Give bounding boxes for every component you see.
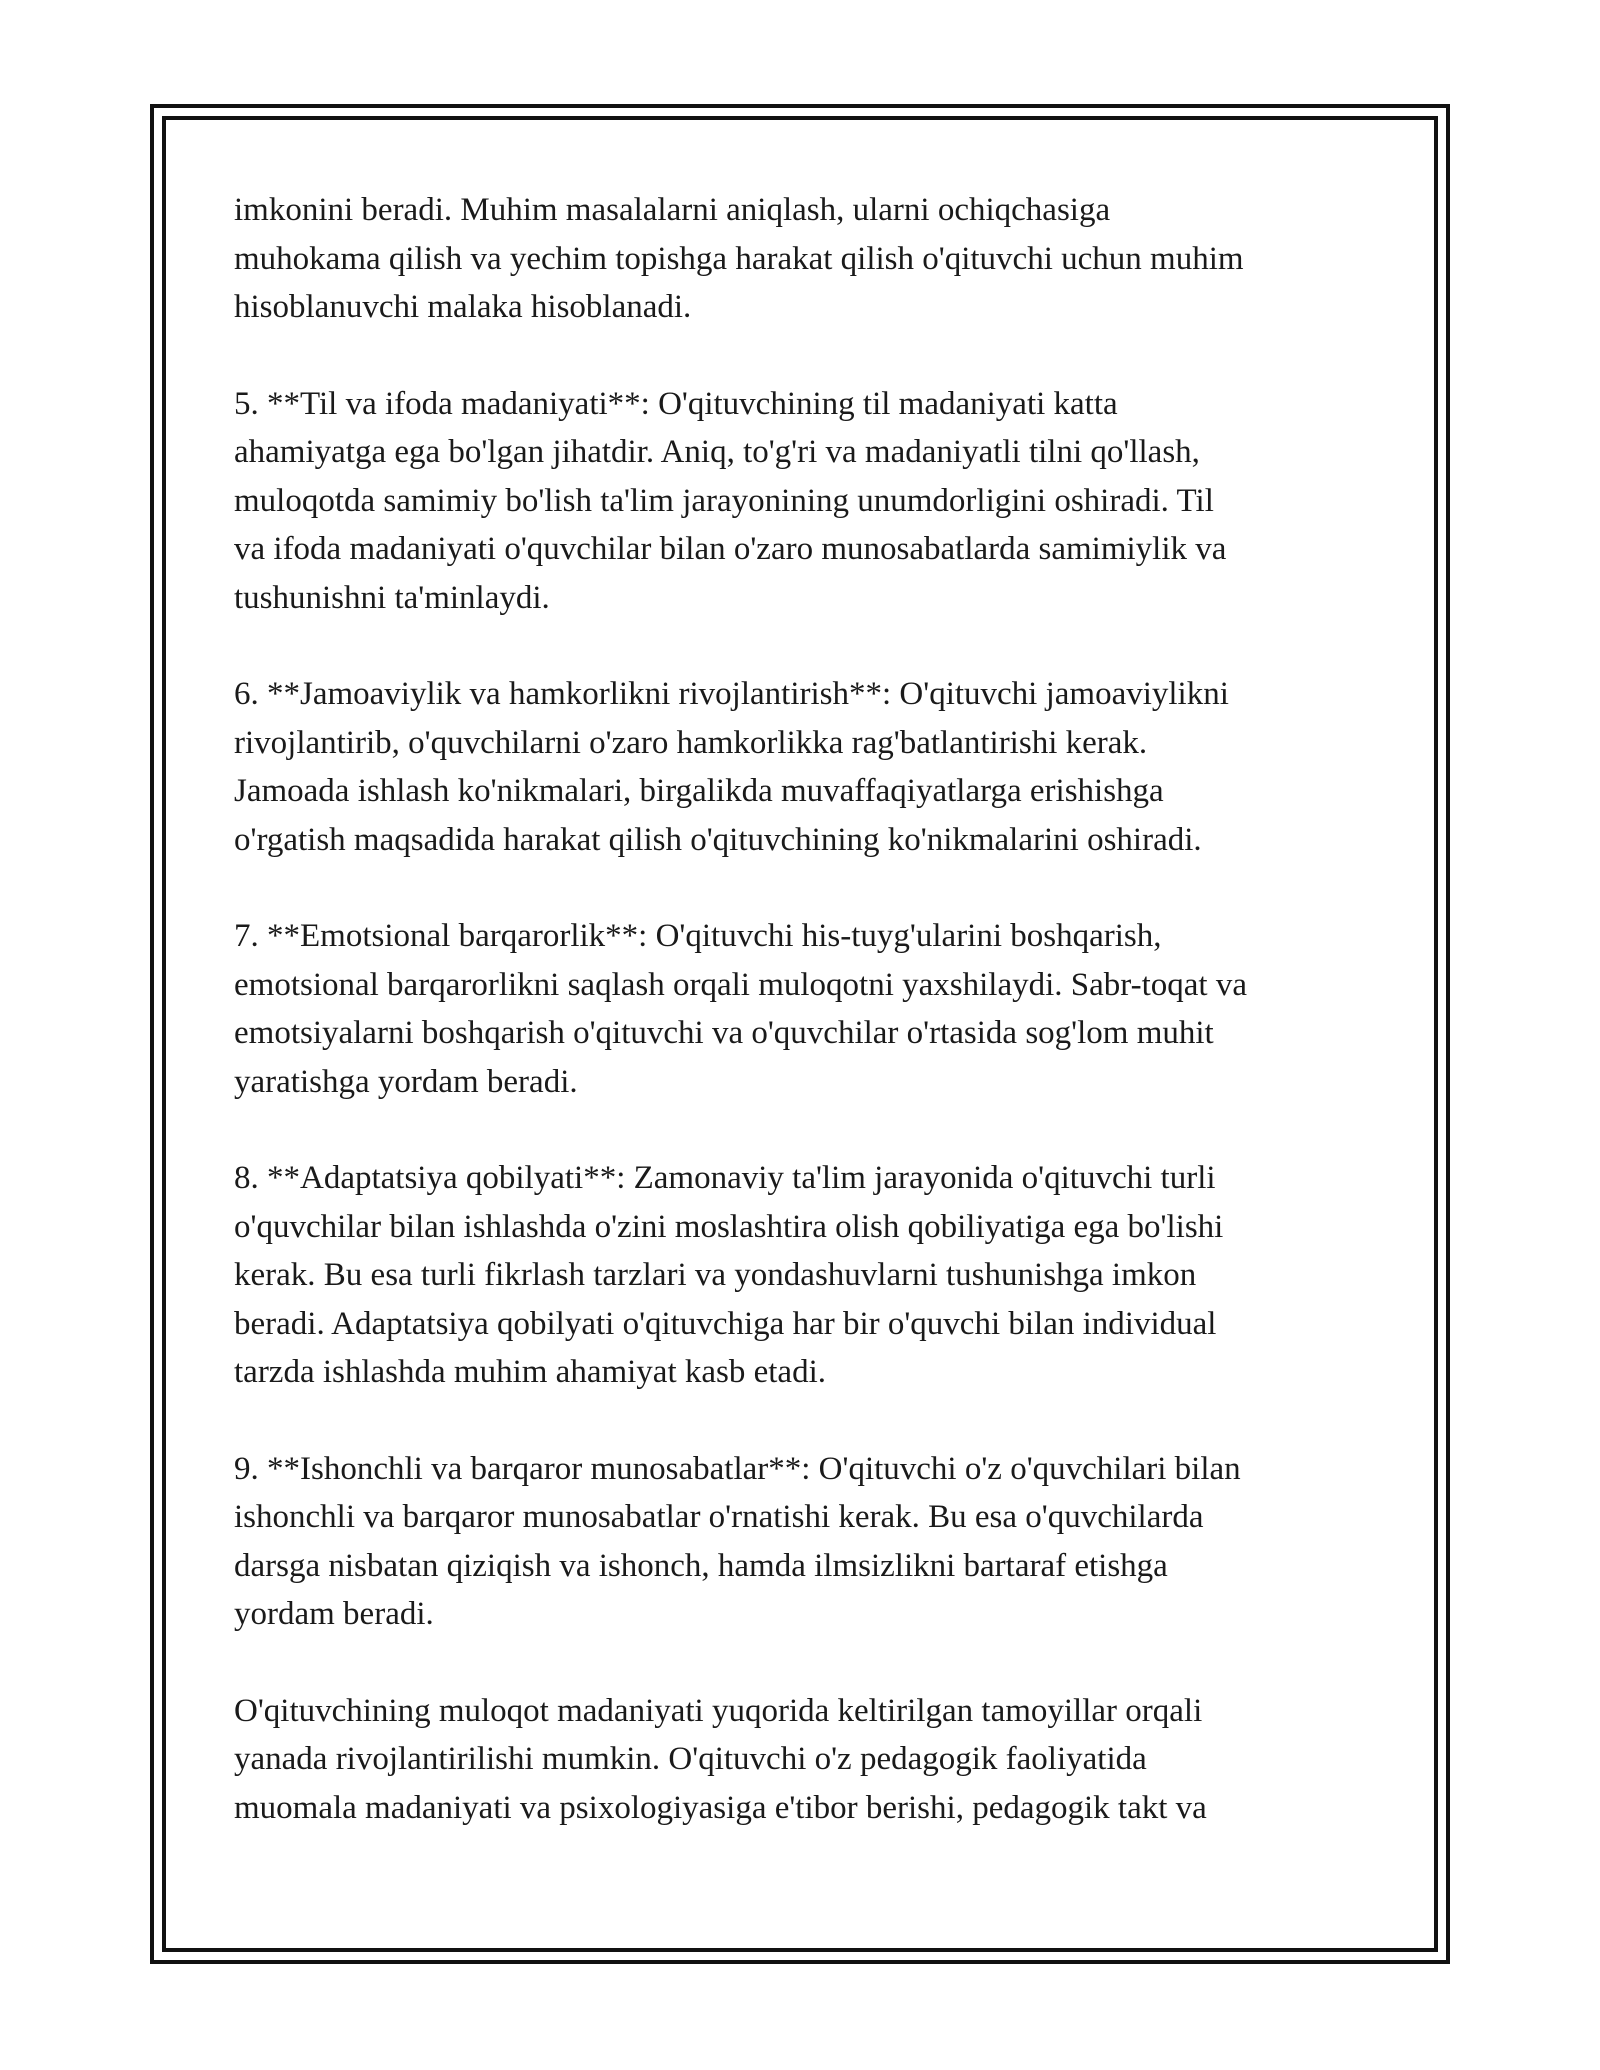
paragraph-item-8: 8. **Adaptatsiya qobilyati**: Zamonaviy ta'lim jarayonida o'qituvchi turli o'quvchilar bilan ishlashda o'zini moslashtira olish qobiliyatiga ega bo'lishi kerak. Bu esa turli fikrlash tarzlari va yondashuvlarni tushunishga imkon beradi. Adaptatsiya qobilyati o'qituvchiga har bir o'quvchi bilan individual tarzda ishlashda muhim ahamiyat kasb etadi.	[234, 1160, 1224, 1390]
page-content	[234, 186, 1364, 1832]
paragraph-conclusion: O'qituvchining muloqot madaniyati yuqorida keltirilgan tamoyillar orqali yanada rivojlantirilishi mumkin. O'qituvchi o'z pedagogik faoliyatida muomala madaniyati va psixologiyasiga e'tibor berishi, pedagogik takt va	[234, 1692, 1207, 1826]
paragraph-continuation: imkonini beradi. Muhim masalalarni aniqlash, ularni ochiqchasiga muhokama qilish va yechim topishga harakat qilish o'qituvchi uchun muhim hisoblanuvchi malaka hisoblanadi.	[234, 192, 1244, 325]
paragraph-item-9: 9. **Ishonchli va barqaror munosabatlar**: O'qituvchi o'z o'quvchilari bilan ishonchli va barqaror munosabatlar o'rnatishi kerak. Bu esa o'quvchilarda darsga nisbatan qiziqish va ishonch, hamda ilmsizlikni bartaraf etishga yordam beradi.	[234, 1450, 1241, 1632]
paragraph-item-7: 7. **Emotsional barqarorlik**: O'qituvchi his-tuyg'ularini boshqarish, emotsional barqarorlikni saqlash orqali muloqotni yaxshilaydi. Sabr-toqat va emotsiyalarni boshqarish o'qituvchi va o'quvchilar o'rtasida sog'lom muhit yaratishga yordam beradi.	[234, 918, 1247, 1100]
paragraph-item-5: 5. **Til va ifoda madaniyati**: O'qituvchining til madaniyati katta ahamiyatga ega bo'lgan jihatdir. Aniq, to'g'ri va madaniyatli tilni qo'llash, muloqotda samimiy bo'lish ta'lim jarayonining unumdorligini oshiradi. Til va ifoda madaniyati o'quvchilar bilan o'zaro munosabatlarda samimiylik va tushunishni ta'minlaydi.	[234, 385, 1227, 616]
paragraph-item-6: 6. **Jamoaviylik va hamkorlikni rivojlantirish**: O'qituvchi jamoaviylikni rivojlantirib, o'quvchilarni o'zaro hamkorlikka rag'batlantirishi kerak. Jamoada ishlash ko'nikmalari, birgalikda muvaffaqiyatlarga erishishga o'rgatish maqsadida harakat qilish o'qituvchining ko'nikmalarini oshiradi.	[234, 676, 1229, 858]
